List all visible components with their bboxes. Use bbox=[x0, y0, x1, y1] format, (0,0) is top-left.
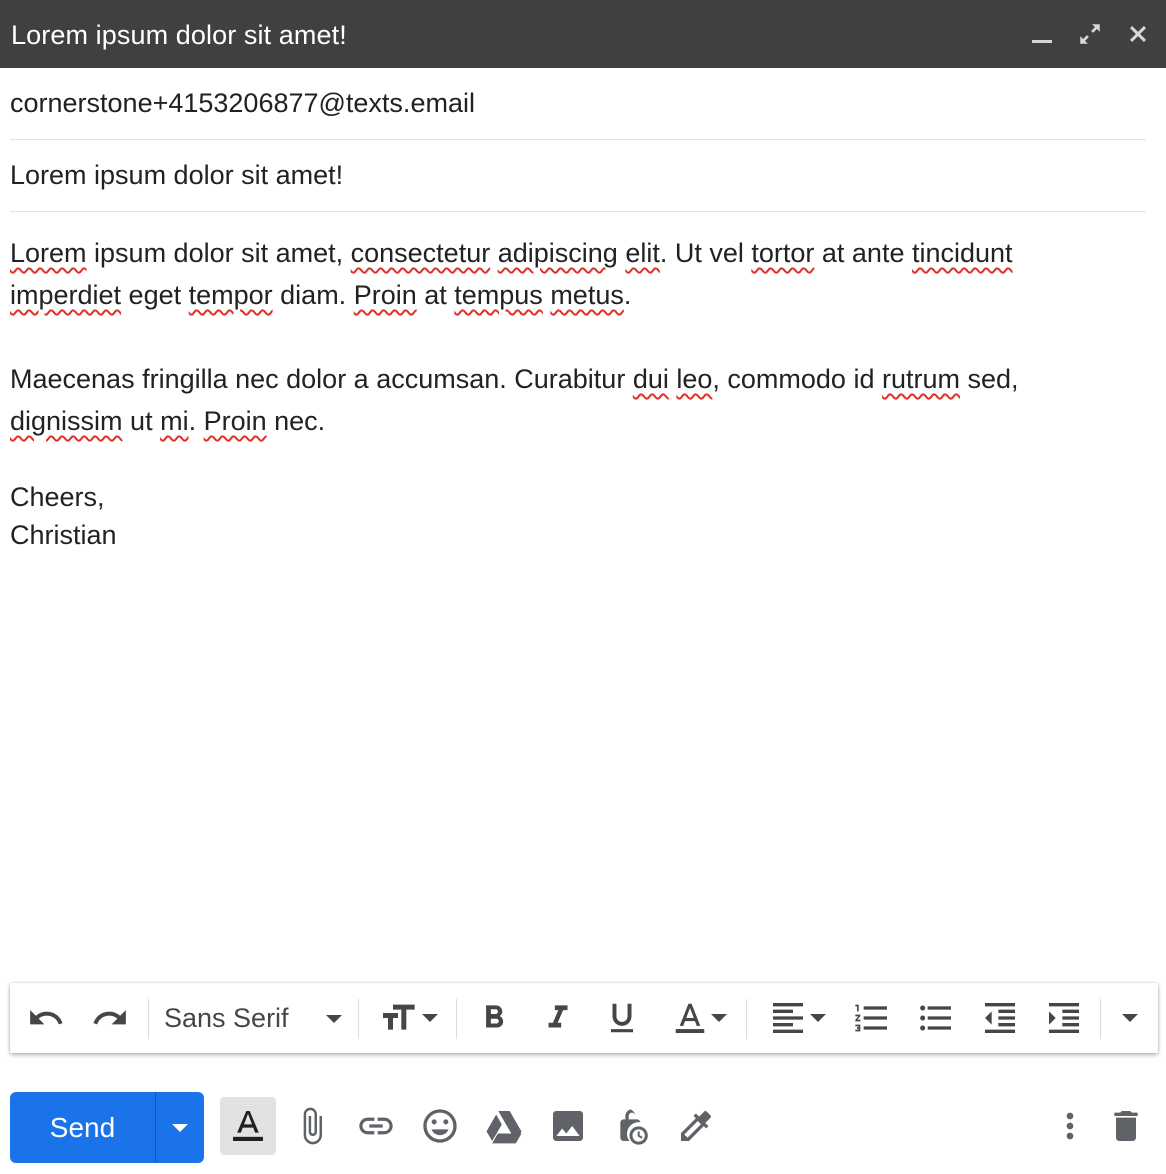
undo-icon[interactable] bbox=[22, 983, 70, 1053]
misspelled-word[interactable]: consectetur bbox=[350, 238, 491, 268]
send-button[interactable]: Send bbox=[49, 1111, 116, 1143]
photo-icon[interactable] bbox=[540, 1097, 596, 1155]
compose-title-bar[interactable] bbox=[0, 0, 1166, 68]
chevron-down-icon bbox=[326, 1015, 342, 1023]
emoji-icon[interactable] bbox=[412, 1097, 468, 1155]
send-button-group bbox=[10, 1092, 204, 1163]
bold-icon[interactable] bbox=[470, 983, 518, 1053]
send-options-button[interactable] bbox=[156, 1092, 204, 1163]
chevron-down-icon bbox=[1122, 1014, 1138, 1022]
chevron-down-icon bbox=[711, 1014, 727, 1022]
drive-icon[interactable] bbox=[476, 1097, 532, 1155]
close-icon[interactable] bbox=[1118, 14, 1158, 54]
more-formatting-icon[interactable] bbox=[1110, 983, 1150, 1053]
font-family-value: Sans Serif bbox=[164, 1002, 289, 1033]
indent-less-icon[interactable] bbox=[976, 983, 1024, 1053]
recipient-chip[interactable]: cornerstone+4153206877@texts.email bbox=[10, 88, 475, 118]
text-color-icon[interactable] bbox=[662, 983, 736, 1053]
misspelled-word[interactable]: tincidunt bbox=[911, 238, 1013, 268]
minimize-icon[interactable] bbox=[1022, 14, 1062, 54]
attach-icon[interactable] bbox=[284, 1097, 340, 1155]
misspelled-word[interactable]: adipiscing bbox=[497, 238, 618, 268]
numbered-list-icon[interactable] bbox=[848, 983, 896, 1053]
italic-icon[interactable] bbox=[534, 983, 582, 1053]
confidential-mode-icon[interactable] bbox=[604, 1097, 660, 1155]
misspelled-word[interactable]: dui bbox=[632, 364, 669, 394]
misspelled-word[interactable]: dignissim bbox=[10, 406, 123, 436]
chevron-down-icon bbox=[172, 1124, 188, 1132]
link-icon[interactable] bbox=[348, 1097, 404, 1155]
misspelled-word[interactable]: tortor bbox=[751, 238, 815, 268]
redo-icon[interactable] bbox=[86, 983, 134, 1053]
sender-name: Christian bbox=[10, 520, 117, 550]
misspelled-word[interactable]: mi bbox=[160, 406, 189, 436]
bulleted-list-icon[interactable] bbox=[912, 983, 960, 1053]
font-size-icon[interactable] bbox=[370, 983, 446, 1053]
compose-window-title: Lorem ipsum dolor sit amet! bbox=[11, 19, 347, 50]
underline-icon[interactable] bbox=[598, 983, 646, 1053]
chevron-down-icon bbox=[810, 1014, 826, 1022]
misspelled-word[interactable]: Lorem bbox=[10, 238, 87, 268]
misspelled-word[interactable]: elit bbox=[625, 238, 660, 268]
recipients-field[interactable] bbox=[10, 68, 1146, 140]
align-icon[interactable] bbox=[762, 983, 832, 1053]
body-paragraph: Maecenas fringilla nec dolor a accumsan. Curabitur dui leo, commodo id rutrum sed, dignissim ut mi. Proin nec. bbox=[10, 364, 1019, 436]
misspelled-word[interactable]: metus bbox=[550, 280, 624, 310]
subject-field[interactable] bbox=[10, 140, 1146, 212]
body-paragraph: Lorem ipsum dolor sit amet, consectetur adipiscing elit. Ut vel tortor at ante tincidunt imperdiet eget tempor diam. Proin at tempus metus. bbox=[10, 238, 1013, 310]
chevron-down-icon bbox=[422, 1014, 438, 1022]
font-family-select[interactable] bbox=[156, 983, 356, 1053]
misspelled-word[interactable]: tempor bbox=[188, 280, 273, 310]
misspelled-word[interactable]: Proin bbox=[203, 406, 267, 436]
expand-icon[interactable] bbox=[1070, 14, 1110, 54]
misspelled-word[interactable]: rutrum bbox=[881, 364, 960, 394]
message-body[interactable] bbox=[10, 232, 1130, 554]
formatting-options-icon[interactable] bbox=[220, 1097, 276, 1155]
misspelled-word[interactable]: tempus bbox=[454, 280, 543, 310]
discard-icon[interactable] bbox=[1098, 1097, 1154, 1155]
misspelled-word[interactable]: imperdiet bbox=[10, 280, 122, 310]
sign-off: Cheers, bbox=[10, 482, 105, 512]
indent-more-icon[interactable] bbox=[1040, 983, 1088, 1053]
formatting-toolbar bbox=[10, 983, 1158, 1053]
subject-input[interactable]: Lorem ipsum dolor sit amet! bbox=[10, 160, 344, 190]
misspelled-word[interactable]: Proin bbox=[353, 280, 417, 310]
misspelled-word[interactable]: leo bbox=[676, 364, 713, 394]
signature-icon[interactable] bbox=[668, 1097, 724, 1155]
more-options-icon[interactable] bbox=[1042, 1097, 1098, 1155]
